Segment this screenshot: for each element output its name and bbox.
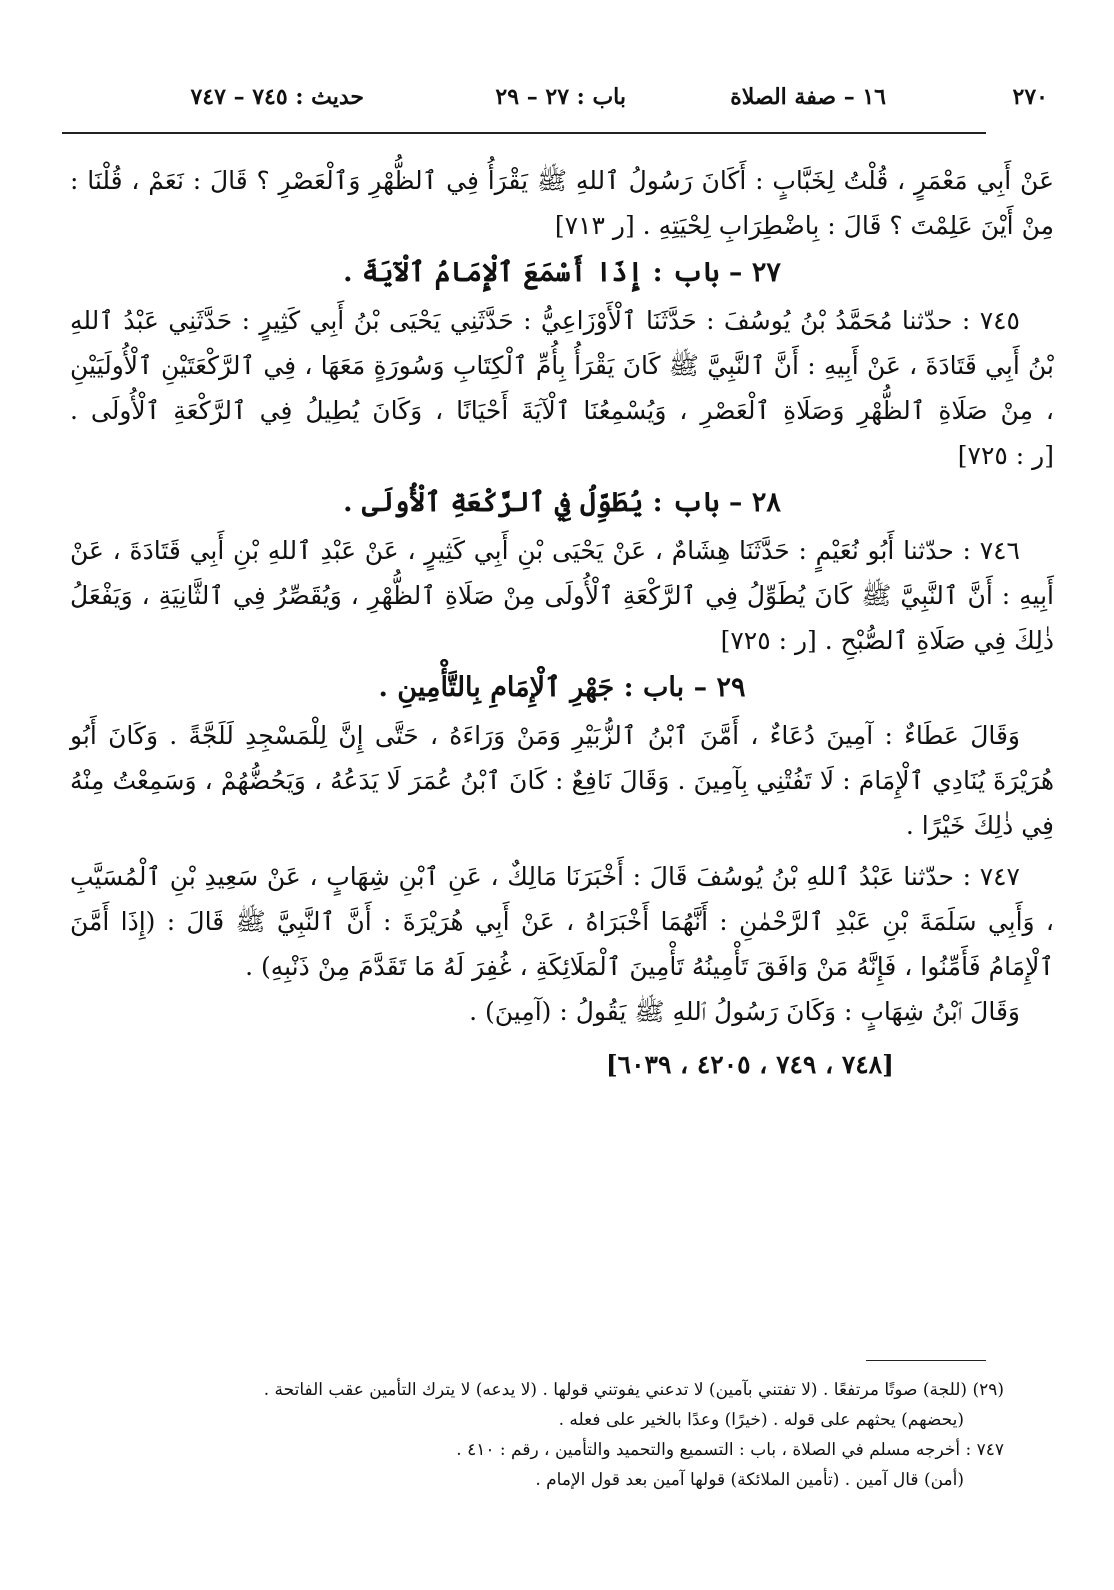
hadith-745 — [70, 298, 1054, 478]
main-text — [70, 158, 1054, 1087]
hadith-745-reference: [ر : ٧٢٥] — [957, 441, 1054, 470]
hadith-745-text: ٧٤٥ : حدّثنا مُحَمَّدُ بْنُ يُوسُفَ : حَدَّثَنَا ٱلْأَوْزَاعِيُّ : حَدَّثَنِي يَحْيَى بْنُ أَبِي كَثِيرٍ : حَدَّثَنِي عَبْدُ ٱللهِ بْنُ أَبِي قَتَادَةَ ، عَنْ أَبِيهِ : أَنَّ ٱلنَّبِيَّ ﷺ كَانَ يَقْرَأُ بِأُمِّ ٱلْكِتَابِ وَسُورَةٍ مَعَهَا ، فِي ٱلرَّكْعَتَيْنِ ٱلْأُولَيَيْنِ ، مِنْ صَلَاةِ ٱلظُّهْرِ وَصَلَاةِ ٱلْعَصْرِ ، وَيُسْمِعُنَا ٱلْآيَةَ أَحْيَانًا ، وَكَانَ يُطِيلُ فِي ٱلرَّكْعَةِ ٱلْأُولَى . — [70, 306, 1054, 425]
hadith-746 — [70, 528, 1054, 663]
hadith-747: ٧٤٧ : حدّثنا عَبْدُ ٱللهِ بْنُ يُوسُفَ قَالَ : أَخْبَرَنَا مَالِكٌ ، عَنِ ٱبْنِ شِهَابٍ ، عَنْ سَعِيدِ بْنِ ٱلْمُسَيَّبِ ، وَأَبِي سَلَمَةَ بْنِ عَبْدِ ٱلرَّحْمٰنِ : أَنَّهُمَا أَخْبَرَاهُ ، عَنْ أَبِي هُرَيْرَةَ : أَنَّ ٱلنَّبِيَّ ﷺ قَالَ : (إِذَا أَمَّنَ ٱلْإِمَامُ فَأَمِّنُوا ، فَإِنَّهُ مَنْ وَافَقَ تَأْمِينُهُ تَأْمِينَ ٱلْمَلَائِكَةِ ، غُفِرَ لَهُ مَا تَقَدَّمَ مِنْ ذَنْبِهِ) . — [70, 862, 1054, 981]
footnote-3: ٧٤٧ : أخرجه مسلم في الصلاة ، باب : التسميع والتحميد والتأمين ، رقم : ٤١٠ . — [456, 1440, 1004, 1460]
chapter-27-title: ٢٧ – باب : إِذَا أَسْمَعَ ٱلْإِمَامُ ٱلْآيَةَ . — [343, 257, 781, 288]
hadith-range: حديث : ٧٤٥ – ٧٤٧ — [190, 84, 364, 110]
hadith-746-text: ٧٤٦ : حدّثنا أَبُو نُعَيْمٍ : حَدَّثَنَا هِشَامٌ ، عَنْ يَحْيَى بْنِ أَبِي كَثِيرٍ ، عَنْ عَبْدِ ٱللهِ بْنِ أَبِي قَتَادَةَ ، عَنْ أَبِيهِ : أَنَّ ٱلنَّبِيَّ ﷺ كَانَ يُطَوِّلُ فِي ٱلرَّكْعَةِ ٱلْأُولَى مِنْ صَلَاةِ ٱلظُّهْرِ ، وَيُقَصِّرُ فِي ٱلثَّانِيَةِ ، وَيَفْعَلُ ذٰلِكَ فِي صَلَاةِ ٱلصُّبْحِ . — [70, 536, 1054, 655]
chapter-28-title: ٢٨ – باب : يُطَوِّلُ فِي ٱلرَّكْعَةِ ٱلْأُولَى . — [343, 487, 781, 518]
hadith-747-references: [٧٤٨ ، ٧٤٩ ، ٤٢٠٥ ، ٦٠٣٩] — [605, 1050, 894, 1079]
footnote-4: (أمن) قال آمين . (تأمين الملائكة) قولها آمين بعد قول الإمام . — [535, 1470, 964, 1490]
page-number: ٢٧٠ — [1012, 84, 1048, 110]
footnote-divider — [866, 1360, 986, 1361]
chapter-range: باب : ٢٧ – ٢٩ — [495, 84, 626, 110]
intro-text: عَنْ أَبِي مَعْمَرٍ ، قُلْتُ لِخَبَّابٍ : أَكَانَ رَسُولُ ٱللهِ ﷺ يَقْرَأُ فِي ٱلظُّهْرِ وَٱلْعَصْرِ ؟ قَالَ : نَعَمْ ، قُلْنَا : مِنْ أَيْنَ عَلِمْتَ ؟ قَالَ : بِاضْطِرَابِ لِحْيَتِهِ . — [70, 166, 1054, 240]
intro-reference: [ر ٧١٣] — [554, 211, 635, 240]
footnote-1: (٢٩) (للجة) صوتًا مرتفعًا . (لا تفتني بآمين) لا تدعني يفوتني قولها . (لا يدعه) لا يترك التأمين عقب الفاتحة . — [263, 1380, 1004, 1400]
hadith-746-reference: [ر : ٧٢٥] — [720, 626, 817, 655]
book-title: ١٦ – صفة الصلاة — [730, 84, 886, 110]
header-divider — [62, 132, 986, 134]
ibn-shihab-saying: وَقَالَ ٱبْنُ شِهَابٍ : وَكَانَ رَسُولُ ٱللهِ ﷺ يَقُولُ : (آمِينَ) . — [469, 997, 1020, 1026]
chapter-29-text: وَقَالَ عَطَاءٌ : آمِينَ دُعَاءٌ ، أَمَّنَ ٱبْنُ ٱلزُّبَيْرِ وَمَنْ وَرَاءَهُ ، حَتَّى إِنَّ لِلْمَسْجِدِ لَلَجَّةً . وَكَانَ أَبُو هُرَيْرَةَ يُنَادِي ٱلْإِمَامَ : لَا تَفُتْنِي بِآمِينَ . وَقَالَ نَافِعٌ : كَانَ ٱبْنُ عُمَرَ لَا يَدَعُهُ ، وَيَحُضُّهُمْ ، وَسَمِعْتُ مِنْهُ فِي ذٰلِكَ خَيْرًا . — [70, 721, 1054, 840]
chapter-29-title: ٢٩ – باب : جَهْرِ ٱلْإِمَامِ بِالتَّأْمِينِ . — [378, 672, 746, 703]
footnotes — [70, 1375, 1004, 1495]
intro-paragraph — [70, 158, 1054, 248]
page-header — [62, 80, 1054, 124]
footnote-2: (يحضهم) يحثهم على قوله . (خيرًا) وعدًا بالخير على فعله . — [558, 1410, 964, 1430]
